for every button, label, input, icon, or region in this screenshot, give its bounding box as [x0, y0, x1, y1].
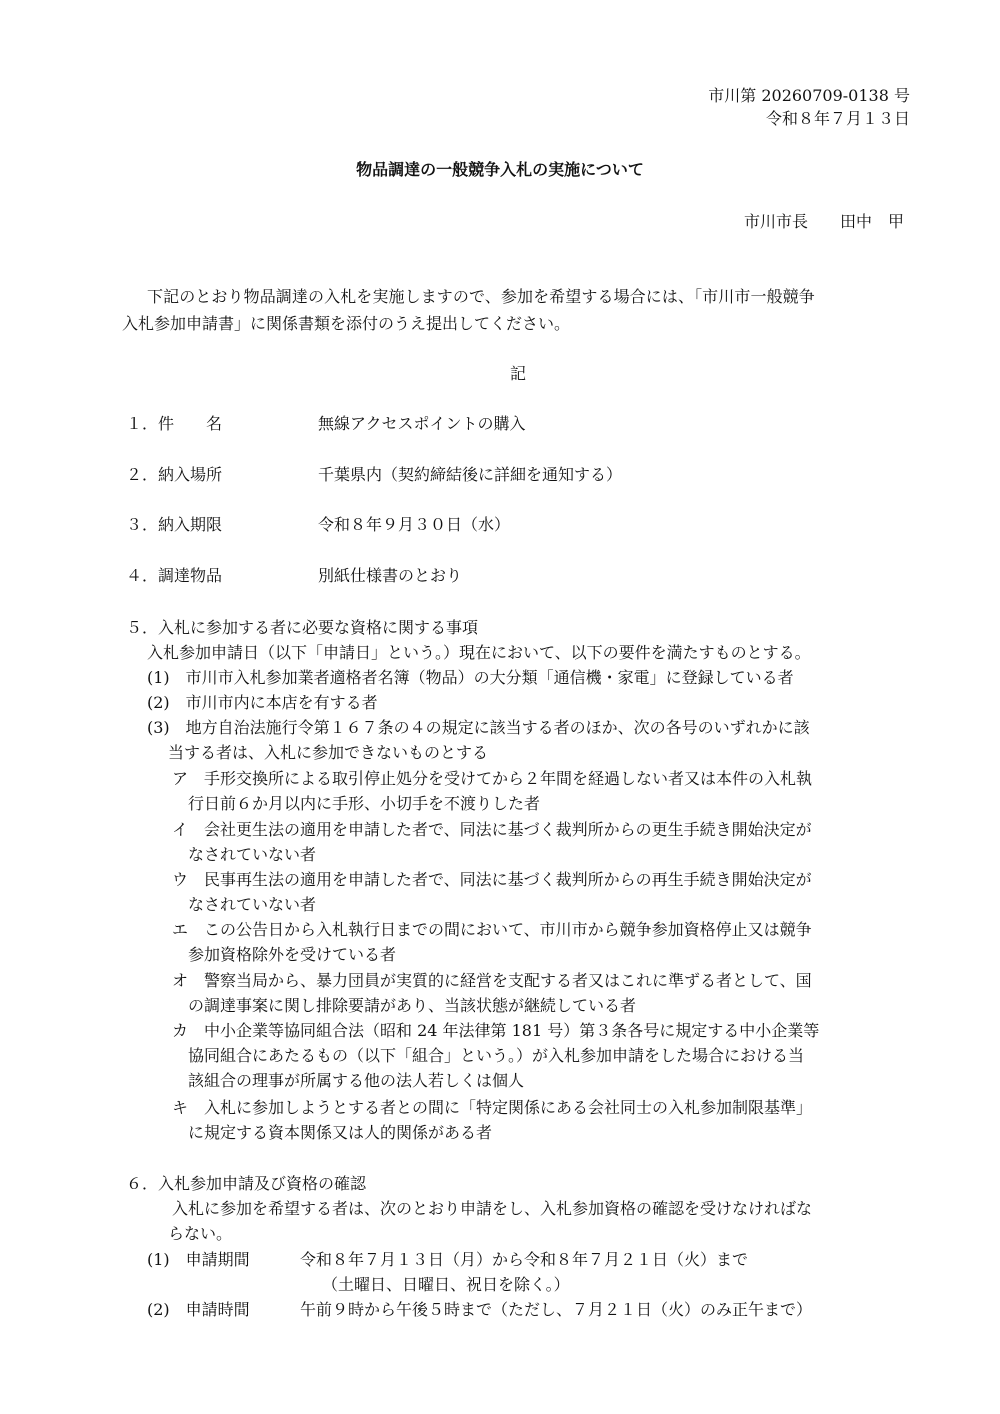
subitem-o-line-2: の調達事案に関し排除要請があり、当該状態が継続している者 — [188, 996, 637, 1015]
issuer: 市川市長 田中 甲 — [743, 212, 904, 231]
section-5-item-3-line-2: 当する者は、入札に参加できないものとする — [168, 743, 489, 762]
item-3-value: 令和８年９月３０日（水） — [318, 515, 511, 534]
application-period-label: (1) 申請期間 — [147, 1250, 250, 1269]
application-time-value: 午前９時から午後５時まで（ただし、７月２１日（火）のみ正午まで） — [300, 1300, 813, 1319]
subitem-ka-line-2: 協同組合にあたるもの（以下「組合」という。）が入札参加申請をした場合における当 — [188, 1046, 805, 1065]
application-period-note: （土曜日、日曜日、祝日を除く。） — [322, 1275, 570, 1294]
application-period-value: 令和８年７月１３日（月）から令和８年７月２１日（火）まで — [300, 1250, 749, 1269]
subitem-u-line-1: ウ 民事再生法の適用を申請した者で、同法に基づく裁判所からの再生手続き開始決定が — [172, 870, 812, 889]
item-1-value: 無線アクセスポイントの購入 — [318, 414, 526, 433]
section-5-lead: 入札参加申請日（以下「申請日」という。）現在において、以下の要件を満たすものとする。 — [147, 643, 811, 662]
subitem-e-line-2: 参加資格除外を受けている者 — [188, 945, 397, 964]
subitem-i-line-1: イ 会社更生法の適用を申請した者で、同法に基づく裁判所からの更生手続き開始決定が — [172, 820, 812, 839]
section-6-heading: ６．入札参加申請及び資格の確認 — [126, 1174, 367, 1193]
intro-line-1: 下記のとおり物品調達の入札を実施しますので、参加を希望する場合には、「市川市一般競争 — [147, 287, 815, 306]
document-number: 市川第 20260709-0138 号 — [708, 86, 910, 105]
subitem-ka-line-3: 該組合の理事が所属する他の法人若しくは個人 — [188, 1071, 525, 1090]
document-date: 令和８年７月１３日 — [765, 109, 910, 128]
subitem-ki-line-2: に規定する資本関係又は人的関係がある者 — [188, 1123, 493, 1142]
subitem-u-line-2: なされていない者 — [188, 895, 317, 914]
item-2-value: 千葉県内（契約締結後に詳細を通知する） — [318, 465, 623, 484]
subitem-a-line-1: ア 手形交換所による取引停止処分を受けてから２年間を経過しない者又は本件の入札執 — [172, 769, 813, 788]
section-5-heading: ５．入札に参加する者に必要な資格に関する事項 — [126, 618, 479, 637]
item-1-label: １．件 名 — [126, 414, 223, 433]
subitem-a-line-2: 行日前６か月以内に手形、小切手を不渡りした者 — [188, 794, 541, 813]
subitem-o-line-1: オ 警察当局から、暴力団員が実質的に経営を支配する者又はこれに準ずる者として、国 — [172, 971, 812, 990]
document-title: 物品調達の一般競争入札の実施について — [356, 160, 644, 179]
item-4-label: ４．調達物品 — [126, 566, 223, 585]
subitem-e-line-1: エ この公告日から入札執行日までの間において、市川市から競争参加資格停止又は競争 — [172, 920, 812, 939]
item-4-value: 別紙仕様書のとおり — [318, 566, 463, 585]
subitem-i-line-2: なされていない者 — [188, 845, 317, 864]
item-2-label: ２．納入場所 — [126, 465, 223, 484]
intro-line-2: 入札参加申請書」に関係書類を添付のうえ提出してください。 — [122, 314, 571, 333]
subitem-ki-line-1: キ 入札に参加しようとする者との間に「特定関係にある会社同士の入札参加制限基準」 — [172, 1098, 813, 1117]
item-3-label: ３．納入期限 — [126, 515, 223, 534]
section-5-item-1: (1) 市川市入札参加業者適格者名簿（物品）の大分類「通信機・家電」に登録している者 — [147, 668, 794, 687]
section-6-lead-line-1: 入札に参加を希望する者は、次のとおり申請をし、入札参加資格の確認を受けなければな — [172, 1199, 813, 1218]
section-5-item-3-line-1: (3) 地方自治法施行令第１６７条の４の規定に該当する者のほか、次の各号のいずれかに該 — [147, 718, 810, 737]
section-5-item-2: (2) 市川市内に本店を有する者 — [147, 693, 378, 712]
ki-notation: 記 — [509, 364, 526, 383]
section-6-lead-line-2: らない。 — [168, 1224, 233, 1243]
subitem-ka-line-1: カ 中小企業等協同組合法（昭和 24 年法律第 181 号）第３条各号に規定する中小企業等 — [172, 1021, 820, 1040]
application-time-label: (2) 申請時間 — [147, 1300, 250, 1319]
